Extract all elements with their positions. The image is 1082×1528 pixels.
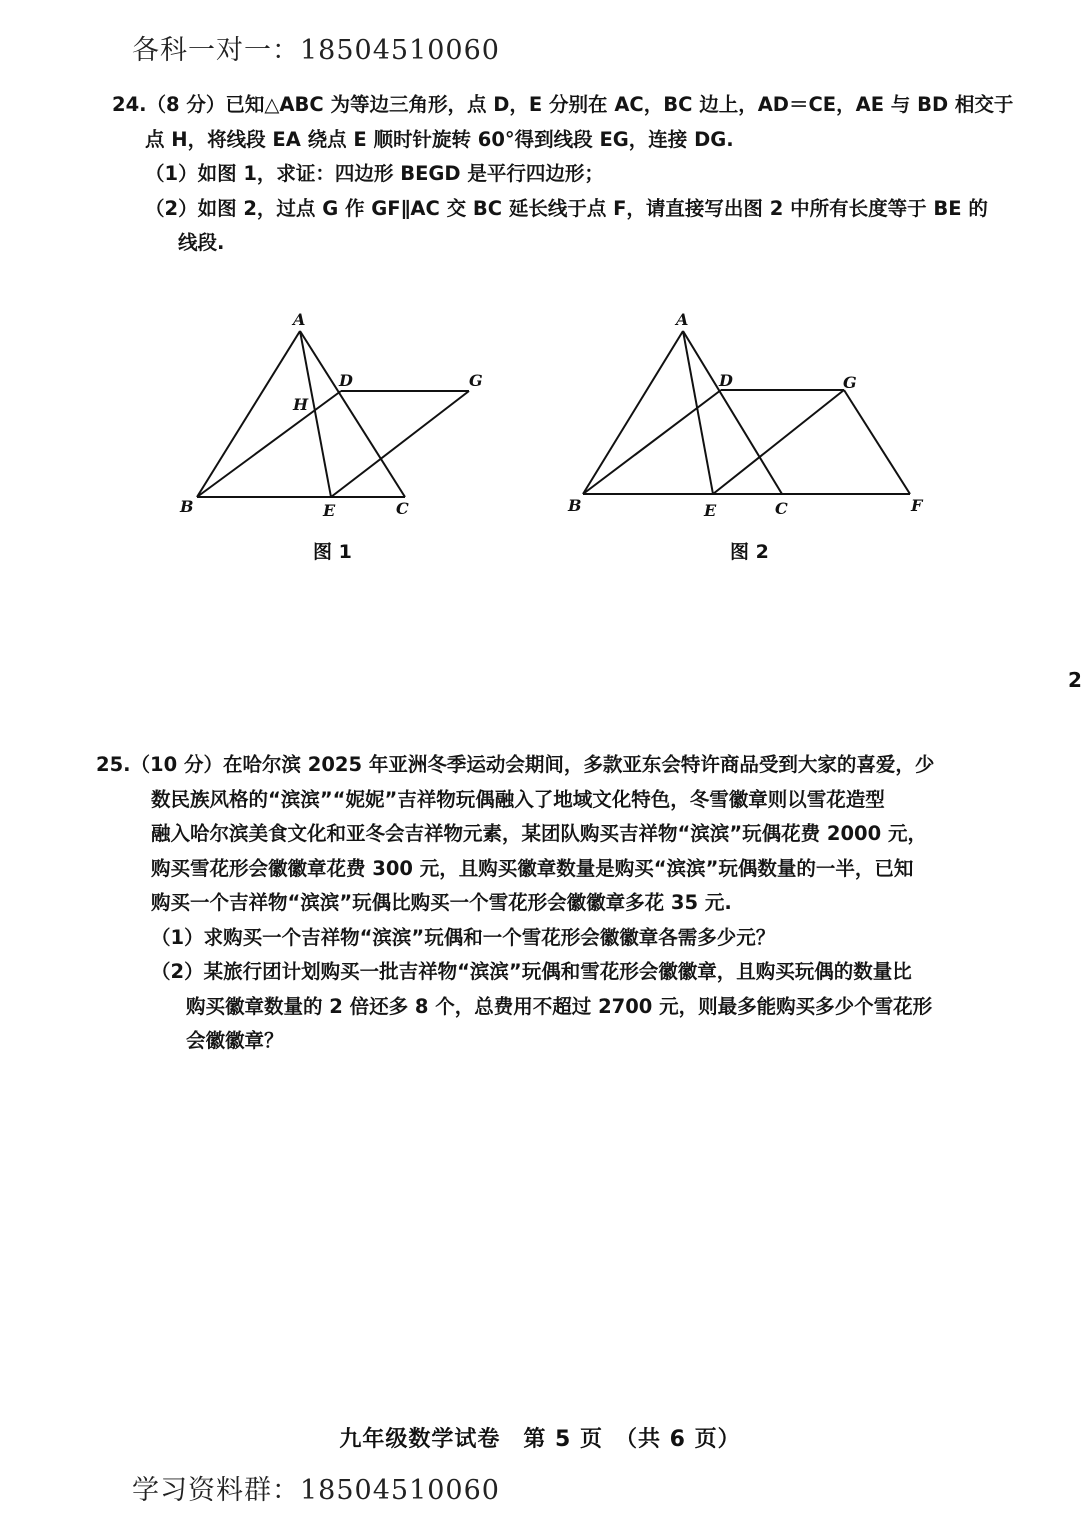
q25-line: 数民族风格的“滨滨”“妮妮”吉祥物玩偶融入了地域文化特色，冬雪徽章则以雪花造型 — [151, 787, 885, 811]
fig1-label-D: D — [339, 371, 353, 390]
q25-line: 购买一个吉祥物“滨滨”玩偶比购买一个雪花形会徽徽章多花 35 元. — [151, 891, 732, 914]
fig2-label-B: B — [568, 496, 582, 515]
q24-line: 24.（8 分）已知△ABC 为等边三角形，点 D，E 分别在 AC，BC 边上，AD＝CE，AE 与 BD 相交于 — [112, 93, 1014, 116]
q24-line: 点 H，将线段 EA 绕点 E 顺时针旋转 60°得到线段 EG，连接 DG. — [145, 127, 734, 151]
fig1-label-C: C — [396, 499, 409, 518]
q24-part2: （2）如图 2，过点 G 作 GF∥AC 交 BC 延长线于点 F，请直接写出图 2 中所有长度等于 BE 的 — [145, 196, 988, 220]
q25-line: 融入哈尔滨美食文化和亚冬会吉祥物元素，某团队购买吉祥物“滨滨”玩偶花费 2000 元， — [151, 822, 927, 845]
fig2-label-D: D — [719, 371, 733, 390]
fig1-label-A: A — [293, 310, 306, 329]
fig1-label-E: E — [323, 501, 336, 520]
q25-line: 25.（10 分）在哈尔滨 2025 年亚洲冬季运动会期间，多款亚东会特许商品受到大家的喜爱，少 — [96, 753, 935, 776]
question-24 — [112, 88, 1012, 261]
edge-page-mark: 2 — [1068, 668, 1082, 692]
fig1-label-H: H — [293, 395, 309, 414]
fig2-label-C: C — [775, 499, 788, 518]
fig2-label-A: A — [676, 310, 689, 329]
q25-part2-cont: 购买徽章数量的 2 倍还多 8 个，总费用不超过 2700 元，则最多能购买多少个雪花形 — [186, 994, 933, 1018]
q25-part2-cont: 会徽徽章？ — [186, 1029, 284, 1052]
q25-line: 购买雪花形会徽徽章花费 300 元，且购买徽章数量是购买“滨滨”玩偶数量的一半，已知 — [151, 856, 914, 880]
figure-1-caption: 图 1 — [313, 541, 352, 563]
fig2-label-E: E — [704, 501, 717, 520]
q25-part1: （1）求购买一个吉祥物“滨滨”玩偶和一个雪花形会徽徽章各需多少元？ — [151, 925, 776, 949]
fig2-label-F: F — [911, 496, 923, 515]
figure-1 — [170, 305, 510, 534]
figure-1-diagram — [170, 305, 510, 530]
footer-contact: 学习资料群：18504510060 — [132, 1475, 500, 1506]
fig1-label-B: B — [180, 497, 194, 516]
q25-part2: （2）某旅行团计划购买一批吉祥物“滨滨”玩偶和雪花形会徽徽章，且购买玩偶的数量比 — [151, 960, 912, 983]
header-top-contact: 各科一对一：18504510060 — [132, 35, 500, 66]
question-25 — [96, 748, 1016, 1059]
figure-2-diagram — [560, 305, 940, 530]
q24-part2-cont: 线段. — [178, 231, 225, 254]
fig2-label-G: G — [843, 373, 857, 392]
q24-part1: （1）如图 1，求证：四边形 BEGD 是平行四边形； — [145, 162, 604, 185]
figure-2-caption: 图 2 — [730, 541, 769, 563]
fig1-label-G: G — [469, 371, 483, 390]
figure-2 — [560, 305, 940, 534]
page-footer: 九年级数学试卷 第 5 页 （共 6 页） — [339, 1427, 741, 1452]
